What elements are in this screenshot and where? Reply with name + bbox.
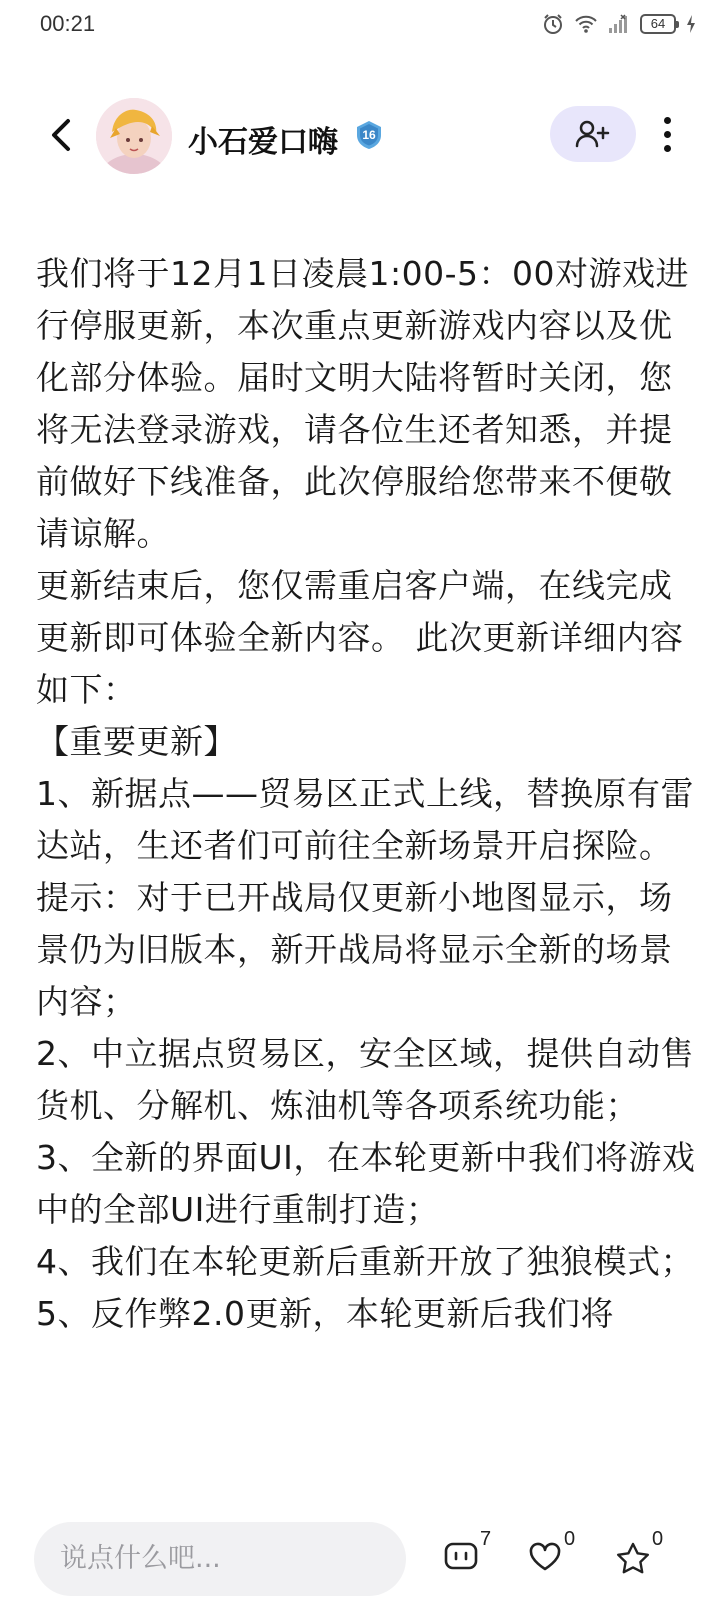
post-body [36, 248, 696, 1508]
like-count: 0 [564, 1528, 576, 1550]
post-header [0, 92, 720, 178]
charging-icon [686, 15, 696, 33]
status-icons [542, 12, 696, 36]
more-dot-icon [664, 145, 671, 152]
comment-icon [444, 1542, 478, 1572]
level-number: 16 [362, 128, 376, 142]
post-paragraph: 2、中立据点贸易区，安全区域，提供自动售货机、分解机、炼油机等各项系统功能； [36, 1034, 694, 1125]
battery-icon: 64 [640, 14, 676, 34]
post-paragraph: 3、全新的界面UI，在本轮更新中我们将游戏中的全部UI进行重制打造； [36, 1138, 696, 1229]
status-bar [0, 0, 720, 50]
alarm-icon [542, 13, 564, 35]
star-icon [616, 1542, 650, 1574]
post-paragraph: 更新结束后，您仅需重启客户端，在线完成更新即可体验全新内容。 此次更新详细内容如下： [36, 566, 684, 709]
comment-button[interactable] [440, 1530, 500, 1590]
chevron-left-icon [48, 118, 74, 152]
post-paragraph: 【重要更新】 [36, 722, 237, 761]
favorite-button[interactable] [612, 1530, 672, 1590]
more-dot-icon [664, 117, 671, 124]
signal-icon [608, 14, 630, 34]
follow-button[interactable] [550, 106, 636, 162]
back-button[interactable] [36, 110, 86, 160]
post-paragraph: 我们将于12月1日凌晨1:00-5：00对游戏进行停服更新，本次重点更新游戏内容以及优化部分体验。届时文明大陆将暂时关闭，您将无法登录游戏，请各位生还者知悉，并提前做好下线准备，此次停服给您带来不便敬请谅解。 [36, 254, 689, 553]
level-badge [354, 120, 384, 150]
bottom-bar [0, 1510, 720, 1612]
heart-icon [528, 1542, 562, 1572]
post-paragraph: 4、我们在本轮更新后重新开放了独狼模式； [36, 1242, 694, 1281]
post-paragraph: 1、新据点——贸易区正式上线，替换原有雷达站，生还者们可前往全新场景开启探险。提示：对于已开战局仅更新小地图显示，场景仍为旧版本，新开战局将显示全新的场景内容； [36, 774, 694, 1021]
add-user-icon [575, 119, 611, 149]
status-time: 00:21 [40, 11, 96, 36]
more-options-button[interactable] [650, 106, 684, 162]
comment-count: 7 [480, 1528, 492, 1550]
wifi-icon [574, 14, 598, 34]
like-button[interactable] [524, 1530, 584, 1590]
comment-input[interactable]: 说点什么吧... [34, 1522, 406, 1596]
username[interactable]: 小石爱口嗨 [188, 125, 338, 160]
post-paragraph: 5、反作弊2.0更新，本轮更新后我们将 [36, 1294, 614, 1333]
more-dot-icon [664, 131, 671, 138]
avatar[interactable] [96, 98, 172, 174]
favorite-count: 0 [652, 1528, 664, 1550]
